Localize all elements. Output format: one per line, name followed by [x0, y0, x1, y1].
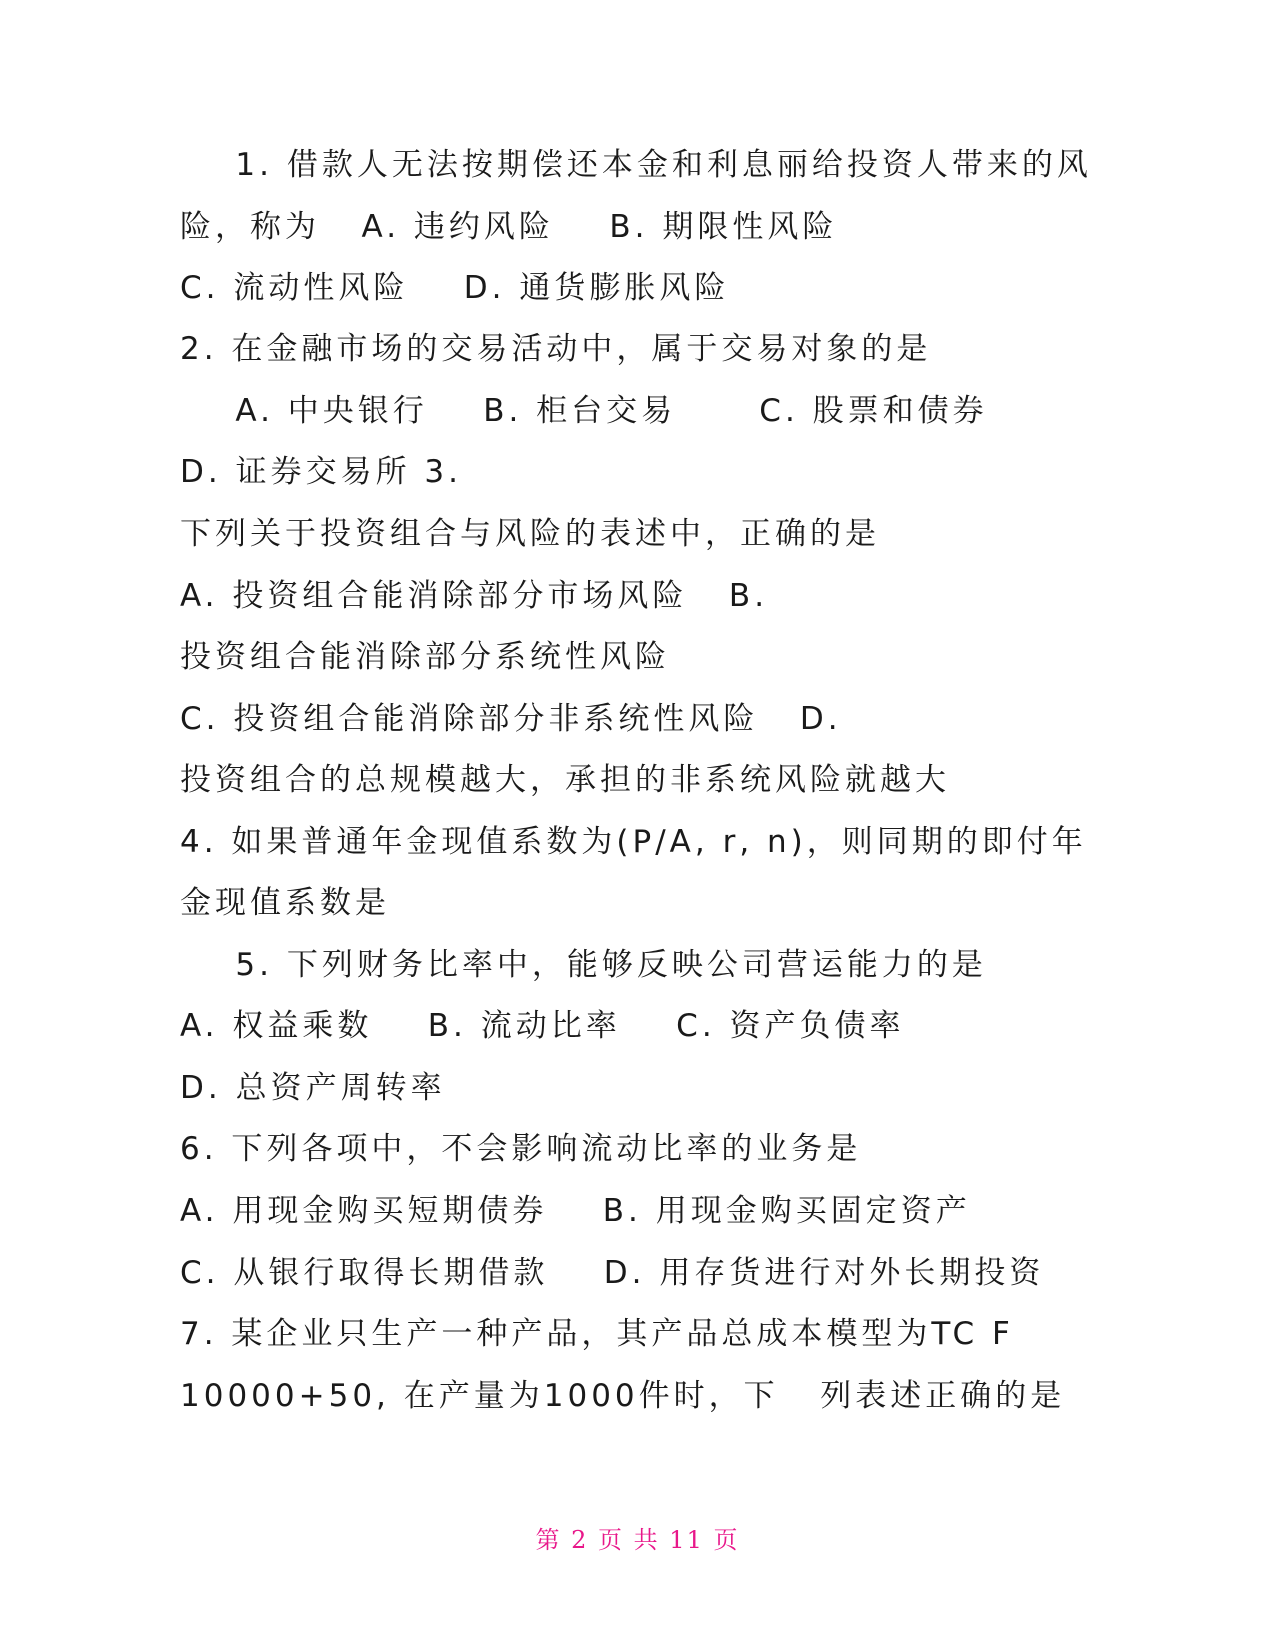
text-line: D. 总资产周转率	[180, 1070, 446, 1106]
text-line: 险，称为 A. 违约风险 B. 期限性风险	[180, 209, 838, 245]
text-line: A. 投资组合能消除部分市场风险 B.	[180, 578, 769, 614]
text-line: 5. 下列财务比率中，能够反映公司营运能力的是	[180, 947, 987, 983]
text-line: D. 证券交易所 3.	[180, 454, 463, 490]
text-line: 10000+50, 在产量为1000件时，下 列表述正确的是	[180, 1378, 1066, 1414]
text-line: 7. 某企业只生产一种产品，其产品总成本模型为TC F	[180, 1316, 1014, 1352]
text-line: A. 权益乘数 B. 流动比率 C. 资产负债率	[180, 1008, 905, 1044]
text-line: 金现值系数是	[180, 885, 390, 921]
text-line: 6. 下列各项中，不会影响流动比率的业务是	[180, 1131, 862, 1167]
text-line: 4. 如果普通年金现值系数为(P/A, r, n)，则同期的即付年	[180, 824, 1087, 860]
text-line: 1. 借款人无法按期偿还本金和利息丽给投资人带来的风	[180, 147, 1092, 183]
text-line: 投资组合的总规模越大，承担的非系统风险就越大	[180, 762, 950, 798]
text-line: 2. 在金融市场的交易活动中，属于交易对象的是	[180, 331, 932, 367]
page-number-footer: 第 2 页 共 11 页	[535, 1526, 740, 1554]
text-line: 投资组合能消除部分系统性风险	[180, 639, 670, 675]
text-line: C. 投资组合能消除部分非系统性风险 D.	[180, 701, 842, 737]
text-line: C. 流动性风险 D. 通货膨胀风险	[180, 270, 730, 306]
text-line: A. 中央银行 B. 柜台交易 C. 股票和债券	[180, 393, 988, 429]
text-line: C. 从银行取得长期借款 D. 用存货进行对外长期投资	[180, 1255, 1045, 1291]
text-line: 下列关于投资组合与风险的表述中，正确的是	[180, 516, 880, 552]
text-line: A. 用现金购买短期债券 B. 用现金购买固定资产	[180, 1193, 971, 1229]
